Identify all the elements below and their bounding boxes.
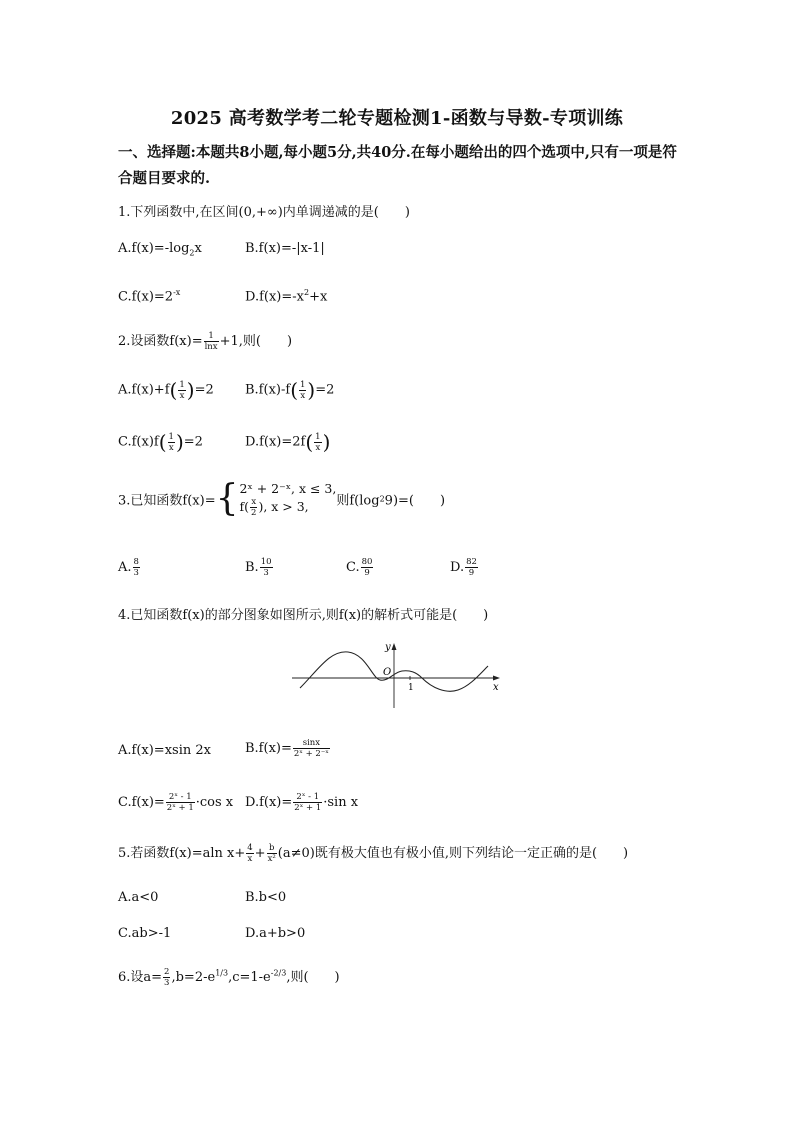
q5-option-c: C.ab>-1	[118, 926, 172, 941]
question-6-stem: 6.设a= $\frac{2}{3}$ $,b=2-e^{1/3},c=1-e^{-2/3}$,则( )	[118, 967, 340, 988]
piecewise-cases: 2ˣ + 2⁻ˣ, x ≤ 3, f( $\frac{x}{2}$ ), x > 3,	[239, 481, 337, 518]
q5-option-b: B.b<0	[245, 890, 287, 905]
question-1-stem: 1.下列函数中,在区间(0,+∞)内单调递减的是( )	[118, 205, 410, 220]
question-3-stem: 3.已知函数f(x)={ 2ˣ + 2⁻ˣ, x ≤ 3, f( $\frac{x}{2}$ ), x > 3, 则f(log29)=( )	[118, 478, 446, 519]
section-heading: 一、选择题:本题共8小题,每小题5分,共40分.在每小题给出的四个选项中,只有一项是符合题目要求的.	[118, 144, 677, 187]
q1-option-b: B.f(x)=-|x-1|	[245, 241, 325, 256]
q5-option-a: A.a<0	[118, 890, 159, 905]
q1-option-d: $D.f(x)=-x^2+x$	[245, 288, 328, 305]
fraction: $\frac{1}{\ln x}$	[204, 331, 218, 352]
label-one: 1	[408, 683, 414, 693]
label-y: y	[385, 642, 391, 653]
left-brace: {	[215, 478, 239, 519]
label-x: x	[493, 682, 499, 693]
question-5-stem: 5.若函数f(x)=aln x+ $\frac{4}{x}$ + $\frac{b}{\text{x²}}$ (a≠0)既有极大值也有极小值,则下列结论一定正确的是( )	[118, 843, 629, 864]
q5-option-d: D.a+b>0	[245, 926, 306, 941]
q4-option-a: A.f(x)=xsin 2x	[118, 743, 211, 758]
q1-option-c: $C.f(x)=2^{-x}$	[118, 288, 181, 305]
q4-option-d: D.f(x)= $\frac{\text{2ˣ - 1}}{\text{2ˣ + 1}}$ ·sin x	[245, 792, 359, 813]
x-axis-arrow	[493, 676, 500, 681]
q2-option-a: A.f(x)+f( $\frac{1}{x}$ )=2	[118, 378, 214, 402]
q3-option-b: B. $\frac{10}{3}$	[245, 557, 272, 578]
label-origin: O	[383, 667, 392, 678]
page-title: 2025 高考数学考二轮专题检测1-函数与导数-专项训练	[170, 108, 624, 129]
q3-option-a: A. $\frac{8}{3}$	[118, 557, 139, 578]
y-axis-arrow	[392, 643, 397, 650]
q2-option-c: C.f(x)f( $\frac{1}{x}$ )=2	[118, 430, 203, 454]
q3-option-c: C. $\frac{80}{9}$	[346, 557, 373, 578]
function-graph	[290, 638, 510, 712]
question-4-stem: 4.已知函数f(x)的部分图象如图所示,则f(x)的解析式可能是( )	[118, 608, 489, 623]
q1-option-a: $A.f(x)=-\log_2x$	[118, 241, 202, 258]
q4-option-b: B.f(x)= $\frac{\sin x}{\text{2ˣ + 2⁻ˣ}}$	[245, 738, 329, 759]
q2-option-d: D.f(x)=2f( $\frac{1}{x}$ )	[245, 430, 331, 454]
question-2-stem: 2.设函数f(x)= $\frac{1}{\ln x}$ +1,则( )	[118, 331, 293, 352]
q2-option-b: B.f(x)-f( $\frac{1}{x}$ )=2	[245, 378, 335, 402]
q4-option-c: C.f(x)= $\frac{\text{2ˣ - 1}}{\text{2ˣ + 1}}$ ·cos x	[118, 792, 234, 813]
q3-option-d: D. $\frac{82}{9}$	[450, 557, 477, 578]
